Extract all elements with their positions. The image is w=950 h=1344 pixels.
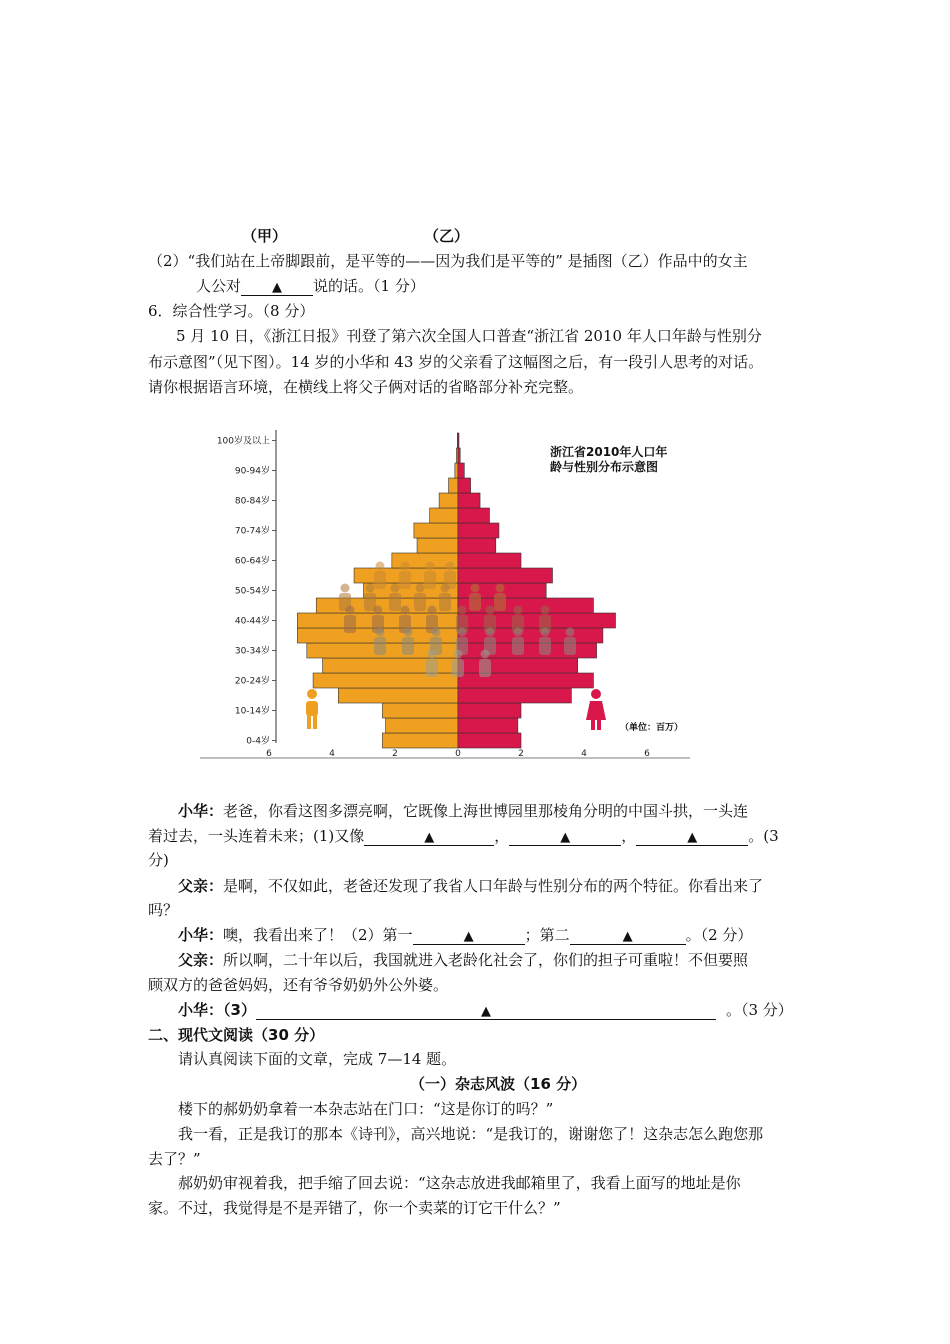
male-bar-15-19岁 xyxy=(338,688,458,703)
person-silhouette-icon xyxy=(402,628,414,656)
q6-intro-2: 布示意图”（见下图）。14 岁的小华和 43 岁的父亲看了这幅图之后，有一段引人思考的对话。 xyxy=(148,353,764,371)
male-bar-90-94岁 xyxy=(455,463,458,478)
person-silhouette-icon xyxy=(439,584,451,612)
y-tick-label: 80-84岁 xyxy=(234,496,270,507)
article-p2-line1: 我一看，正是我订的那本《诗刊》，高兴地说：“是我订的，谢谢您了！这杂志怎么跑您那 xyxy=(178,1125,764,1143)
female-bar-60-64岁 xyxy=(458,553,521,568)
x-tick-label: 2 xyxy=(392,749,398,759)
person-silhouette-icon xyxy=(512,628,524,656)
person-silhouette-icon xyxy=(426,650,438,678)
section2-instruction: 请认真阅读下面的文章，完成 7—14 题。 xyxy=(178,1050,457,1068)
dialog-1-line3: 分) xyxy=(148,851,169,869)
x-tick-label: 4 xyxy=(581,749,587,759)
answer-blank[interactable]: ▲ xyxy=(364,827,494,846)
person-silhouette-icon xyxy=(469,584,481,612)
caption-yi: （乙） xyxy=(424,227,470,245)
person-silhouette-icon xyxy=(479,650,491,678)
answer-blank[interactable]: ▲ xyxy=(413,926,525,945)
dialog-3-line: 小华：噢，我看出来了！（2）第一 ▲ ；第二 ▲ 。（2 分） xyxy=(178,926,753,944)
female-bar-25-29岁 xyxy=(458,658,578,673)
x-tick-label: 6 xyxy=(266,749,272,759)
x-tick-label: 6 xyxy=(644,749,650,759)
male-bar-80-84岁 xyxy=(439,493,458,508)
y-tick-label: 30-34岁 xyxy=(234,646,270,657)
chart-title-line1: 浙江省2010年人口年 xyxy=(550,445,668,459)
y-tick-label: 100岁及以上 xyxy=(216,436,270,447)
q6-title: 6．综合性学习。（8 分） xyxy=(148,302,315,320)
dialog-2-line2: 吗？ xyxy=(148,901,179,919)
female-bar-15-19岁 xyxy=(458,688,571,703)
population-pyramid-chart xyxy=(200,418,690,763)
y-tick-label: 10-14岁 xyxy=(234,706,270,717)
person-silhouette-icon xyxy=(389,584,401,612)
article-p2-line2: 去了？” xyxy=(148,1150,201,1168)
caption-jia: （甲） xyxy=(242,227,288,245)
dialog-5-line: 小华：（3） ▲ 。（3 分） xyxy=(178,1001,793,1019)
male-bar-10-14岁 xyxy=(382,703,458,718)
female-bar-10-14岁 xyxy=(458,703,521,718)
y-tick-label: 40-44岁 xyxy=(234,616,270,627)
person-silhouette-icon xyxy=(374,562,386,590)
y-tick-label: 90-94岁 xyxy=(234,466,270,477)
female-bar-90-94岁 xyxy=(458,463,464,478)
male-bar-75-79岁 xyxy=(430,508,458,523)
q5-2-line2: 人公对 ▲ 说的话。（1 分） xyxy=(196,277,425,295)
female-bar-5-9岁 xyxy=(458,718,518,733)
q6-intro-1: 5 月 10 日，《浙江日报》刊登了第六次全国人口普查“浙江省 2010 年人口年龄与性别分 xyxy=(176,327,762,345)
person-silhouette-icon xyxy=(374,628,386,656)
answer-blank[interactable]: ▲ xyxy=(570,926,686,945)
person-silhouette-icon xyxy=(399,562,411,590)
person-silhouette-icon xyxy=(452,650,464,678)
answer-blank[interactable]: ▲ xyxy=(636,827,748,846)
female-bar-65-69岁 xyxy=(458,538,496,553)
unit-label: （单位：百万） xyxy=(620,723,684,733)
y-tick-label: 20-24岁 xyxy=(234,676,270,687)
person-silhouette-icon xyxy=(344,606,356,634)
female-bar-20-24岁 xyxy=(458,673,593,688)
y-tick-label: 70-74岁 xyxy=(234,526,270,537)
female-bar-70-74岁 xyxy=(458,523,499,538)
article-p3-line1: 郝奶奶审视着我，把手缩了回去说：“这杂志放进我邮箱里了，我看上面写的地址是你 xyxy=(178,1174,741,1192)
dialog-4-line2: 顾双方的爸爸妈妈，还有爷爷奶奶外公外婆。 xyxy=(148,976,449,994)
female-figure-icon xyxy=(586,689,606,730)
article-p3-line2: 家。不过，我觉得是不是弄错了，你一个卖菜的订它干什么？” xyxy=(148,1199,561,1217)
female-bar-100岁及以上 xyxy=(458,433,459,448)
person-silhouette-icon xyxy=(414,584,426,612)
q6-intro-3: 请你根据语言环境，在横线上将父子俩对话的省略部分补充完整。 xyxy=(148,378,584,396)
article-title: （一）杂志风波（16 分） xyxy=(410,1075,587,1093)
female-bar-75-79岁 xyxy=(458,508,490,523)
female-bar-0-4岁 xyxy=(458,733,521,748)
x-tick-label: 0 xyxy=(455,749,461,759)
male-bar-0-4岁 xyxy=(382,733,458,748)
male-bar-65-69岁 xyxy=(417,538,458,553)
chart-title-line2: 龄与性别分布示意图 xyxy=(550,460,659,474)
female-bar-80-84岁 xyxy=(458,493,480,508)
person-silhouette-icon xyxy=(539,628,551,656)
dialog-4-line1: 父亲：所以啊，二十年以后，我国就进入老龄化社会了，你们的担子可重啦！不但要照 xyxy=(178,951,749,969)
answer-blank[interactable]: ▲ xyxy=(241,277,313,296)
female-bar-85-89岁 xyxy=(458,478,471,493)
article-p1: 楼下的郝奶奶拿着一本杂志站在门口：“这是你订的吗？” xyxy=(178,1100,554,1118)
female-bar-95-99岁 xyxy=(458,448,460,463)
male-bar-45-49岁 xyxy=(316,598,458,613)
y-tick-label: 0-4岁 xyxy=(246,736,270,747)
male-bar-5-9岁 xyxy=(386,718,458,733)
y-tick-label: 60-64岁 xyxy=(234,556,270,567)
answer-blank[interactable]: ▲ xyxy=(509,827,621,846)
dialog-2-line1: 父亲：是啊，不仅如此，老爸还发现了我省人口年龄与性别分布的两个特征。你看出来了 xyxy=(178,877,764,895)
male-figure-icon xyxy=(306,689,318,729)
person-silhouette-icon xyxy=(564,628,576,656)
female-bar-55-59岁 xyxy=(458,568,553,583)
q5-2-line1: （2）“我们站在上帝脚跟前，是平等的——因为我们是平等的” 是插图（乙）作品中的女主 xyxy=(148,252,748,270)
y-tick-label: 50-54岁 xyxy=(234,586,270,597)
person-silhouette-icon xyxy=(424,562,436,590)
dialog-1-line1: 小华：老爸，你看这图多漂亮啊，它既像上海世博园里那棱角分明的中国斗拱，一头连 xyxy=(178,802,749,820)
person-silhouette-icon xyxy=(364,584,376,612)
answer-blank[interactable]: ▲ xyxy=(256,1001,716,1020)
female-bar-35-39岁 xyxy=(458,628,603,643)
male-bar-85-89岁 xyxy=(449,478,458,493)
male-bar-70-74岁 xyxy=(414,523,458,538)
female-bar-40-44岁 xyxy=(458,613,616,628)
x-tick-label: 2 xyxy=(518,749,524,759)
dialog-1-line2: 着过去，一头连着未来；(1)又像 ▲ ， ▲ ， ▲ 。(3 xyxy=(148,827,779,845)
x-tick-label: 4 xyxy=(329,749,335,759)
section2-title: 二、现代文阅读（30 分） xyxy=(148,1026,325,1044)
person-silhouette-icon xyxy=(494,584,506,612)
